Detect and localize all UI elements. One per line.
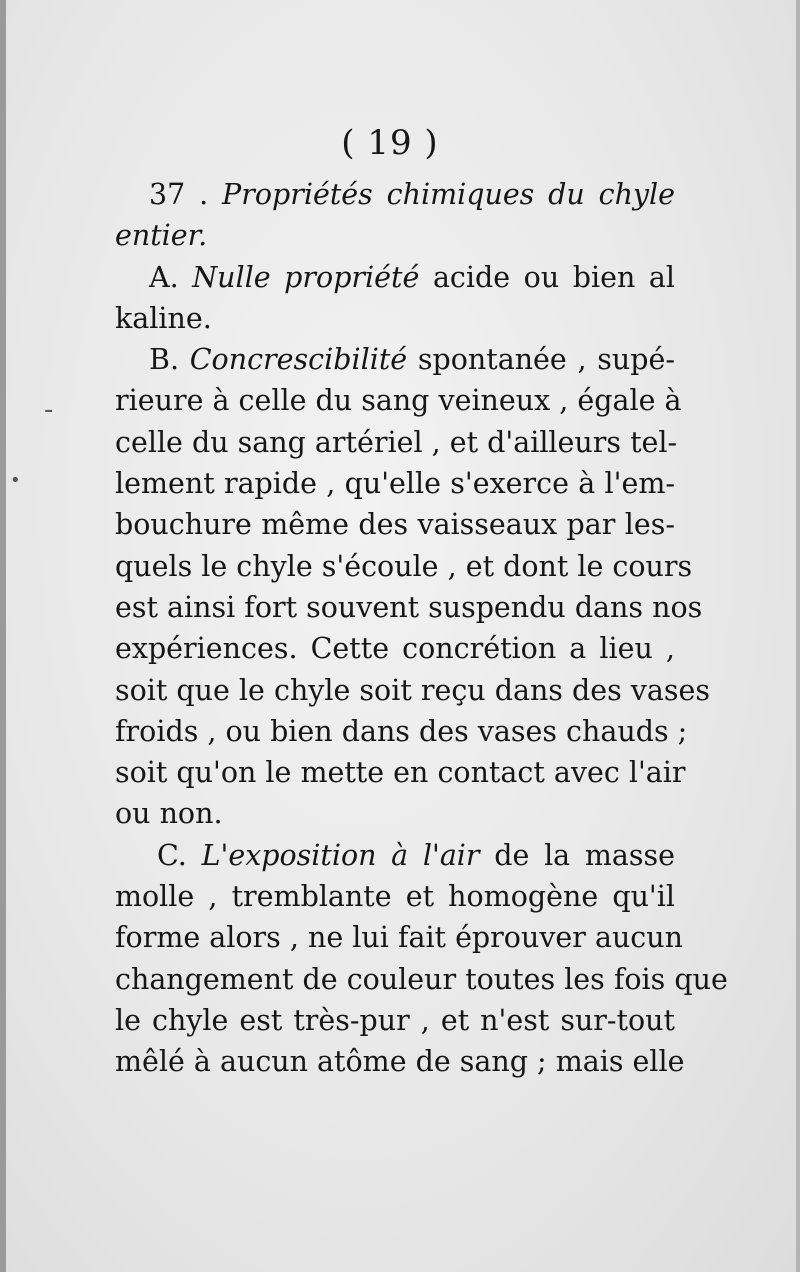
item-c-first-line: C. L'exposition à l'air de la masse [157, 838, 676, 872]
item-b-line: celle du sang artériel , et d'ailleurs tel- [115, 425, 678, 459]
item-b-line: froids , ou bien dans des vases chauds ; [115, 714, 688, 748]
item-c-italic: L'exposition à l'air [201, 838, 480, 872]
item-b-letter: B. [149, 343, 180, 377]
margin-dot-mark: • [10, 470, 21, 491]
section-title-continuation: entier. [115, 219, 208, 253]
item-a-first-line: A. Nulle propriété acide ou bien al [149, 260, 675, 294]
item-b-line: expériences. Cette concrétion a lieu , [115, 632, 675, 666]
section-37-heading [115, 174, 675, 215]
section-number: 37 . [149, 178, 209, 211]
item-b-line: quels le chyle s'écoule , et dont le cours [115, 549, 693, 583]
page-left-edge [0, 0, 6, 1272]
item-a-italic: Nulle propriété [192, 260, 420, 294]
item-b-line: bouchure même des vaisseaux par les- [115, 508, 675, 542]
item-b-line: soit que le chyle soit reçu dans des vases [115, 673, 710, 707]
item-b-line: est ainsi fort souvent suspendu dans nos [115, 590, 703, 624]
page-text [115, 118, 728, 1083]
item-b-line: rieure à celle du sang veineux , égale à [115, 384, 682, 418]
item-b-last-line: ou non. [115, 797, 223, 831]
page-number: ( 19 ) [341, 123, 439, 163]
item-c-line: le chyle est très-pur , et n'est sur-tout [115, 1003, 675, 1037]
item-c-letter: C. [157, 838, 187, 872]
margin-dash-mark: - [44, 395, 54, 425]
item-c-line: molle , tremblante et homogène qu'il [115, 880, 675, 914]
item-a-last-line: kaline. [115, 301, 212, 335]
item-a-letter: A. [149, 260, 179, 294]
section-title: Propriétés chimiques du chyle [222, 178, 676, 211]
item-b-line: soit qu'on le mette en contact avec l'air [115, 756, 686, 790]
item-b-line: lement rapide , qu'elle s'exerce à l'em- [115, 467, 675, 501]
item-c-line: forme alors , ne lui fait éprouver aucun [115, 921, 683, 955]
page-right-edge [796, 0, 800, 1272]
item-b-first-line: B. Concrescibilité spontanée , supé- [149, 343, 676, 377]
item-c-line: mêlé à aucun atôme de sang ; mais elle [115, 1045, 685, 1079]
item-c-line: changement de couleur toutes les fois que [115, 962, 728, 996]
item-b-italic: Concrescibilité [189, 343, 408, 377]
